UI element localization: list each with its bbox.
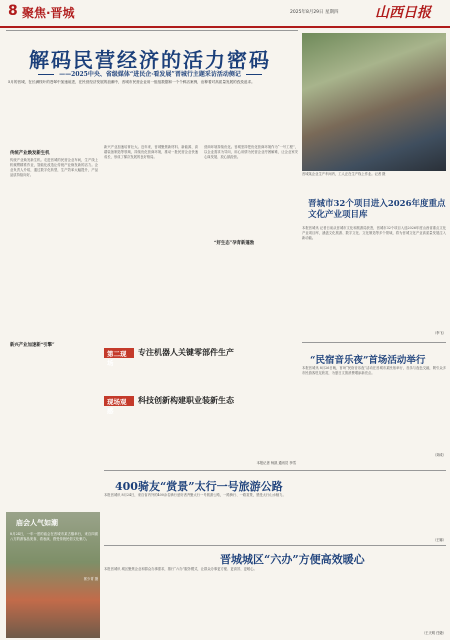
article-headline: 晋城城区“六办”方便高效暖心 [220,553,365,566]
article-column: 传统产业焕发新生机。走进晋城的民营企业车间，生产线上机械臂精准作业，智能化改造让传统产业焕发新的活力。企业负责人介绍，通过数字化转型，生产效率大幅提升，产品品质持续向好。 [10,158,98,177]
article-body: 本报晋城讯 城区聚焦企业和群众办事需求，推行“六办”服务模式，让群众办事更方便、更高效、更暖心。 [104,567,257,571]
page-number: 8 [8,3,18,19]
section-headline: 科技创新构建职业装新生态 [138,395,234,405]
divider [6,30,298,31]
section-tag: 现场观感 [104,396,134,406]
temple-fair-photo [6,512,100,638]
photo-caption: 8月24日，一年一度的庙会在晋城市某古镇举行，来自四面八方的游客品美食、看表演，感受传统民俗文化魅力。 [10,532,98,541]
lead-paragraph: 5月的晋城，在长满枝叶的苍翠中加速前进，在民营经济发展的浪潮中，晋城市民营企业用一组组数据和一个个鲜活案例，诠释着对高质量发展的孜孜追求。 [8,80,255,84]
article-body: 本报晋城讯 8月24日，来自省内外的400余名骑行爱好者齐聚太行一号旅游公路，一路骑行、一路赏景，感受太行山水魅力。 [104,493,286,497]
section-headline: 专注机器人关键零部件生产 [138,347,234,357]
lead-headline: 解码民营经济的活力密码 [29,48,271,72]
section-subhead: 新兴产业加速新“引擎” [10,343,55,348]
issue-date: 2025年8月29日 星期四 [290,10,339,15]
byline: （刘成） [432,453,446,457]
newspaper-logo: 山西日报 [375,5,431,21]
article-column: 新兴产业加速培育壮大。近年来，晋城聚焦新材料、新能源、高端装备制造等领域，持续优化营商环境，推动一批民营企业快速成长，形成了梯次发展的良好格局。 [104,145,198,159]
section-subhead: 传统产业焕发新生机 [10,151,50,156]
article-column: 营商环境持续优化。晋城坚持把优化营商环境作为“一号工程”，以企业需求为导向，用心用情为民营企业纾困解难，让企业家安心谋发展、放心搞经营。 [204,145,298,159]
section-tag: 第二现场 [104,348,134,358]
divider [104,545,446,546]
article-headline: 400骑友“赏景”太行一号旅游公路 [115,480,283,493]
byline: （王娜） [432,538,446,542]
article-headline: 晋城市32个项目进入2026年度重点文化产业项目库 [308,199,446,220]
byline: （王天明 任婕） [421,631,446,635]
divider [104,470,446,471]
photo-credit: 郭少青 摄 [83,577,98,581]
divider [302,342,446,343]
workshop-photo [302,33,446,171]
section-name: 聚焦·晋城 [22,6,75,20]
photo-headline: 庙会人气如潮 [16,518,58,527]
section-subhead: “好生态”孕育新蓬勃 [214,241,255,246]
article-headline: “民宿音乐夜”首场活动举行 [310,355,426,366]
byline: 本报记者 杨凯 通讯员 李雪 [256,461,296,465]
lead-subheadline: ——2025中央、省级媒体“进民企·看发展”晋城行主题采访活动侧记 [0,69,300,78]
article-body: 本报晋城讯 记者日前从晋城市文化和旅游局获悉，晋城市32个项目入选2026年度山西省重点文化产业项目库，涵盖文化旅游、数字文化、文化制造等多个领域，将为晋城文化产业高质量发展注入新动能。 [302,226,446,240]
photo-caption: 晋城某企业生产车间内，工人正在生产线上作业。记者 摄 [302,172,386,176]
article-body: 本报晋城讯 8月26日晚，首场“民宿音乐夜”活动在晋城市某民宿举行，音乐与夜色交融，吸引众多市民游客驻足欣赏，为夏日文旅消费增添新亮点。 [302,366,446,375]
byline: （李飞） [432,331,446,335]
